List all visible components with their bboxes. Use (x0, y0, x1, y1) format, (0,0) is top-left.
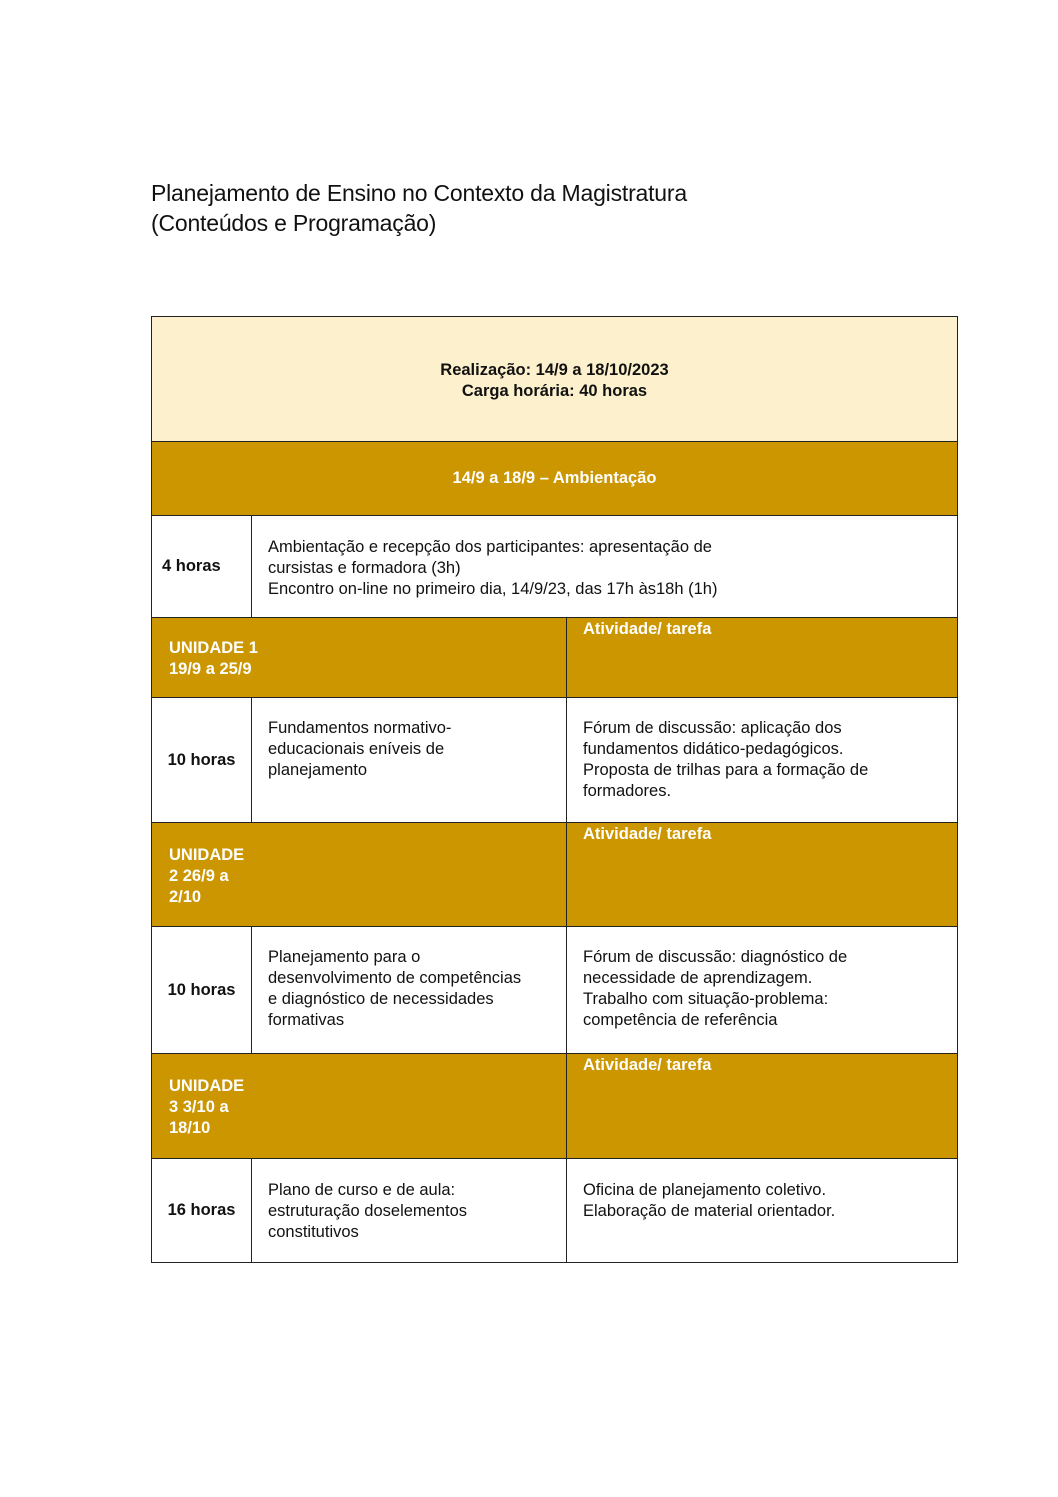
unit-1-activity-line: formadores. (583, 782, 672, 800)
unit-1-activity (567, 698, 958, 823)
realizacao-text: Realização: 14/9 a 18/10/2023 (440, 361, 669, 379)
unit-2-label-line: 2/10 (169, 888, 202, 906)
unit-1-topic-line: planejamento (268, 761, 368, 779)
ambientacao-line-1: Ambientação e recepção dos participantes: apresentação de (268, 538, 712, 556)
unit-1-heading (152, 618, 567, 698)
ambientacao-line-2: cursistas e formadora (3h) (268, 559, 461, 577)
unit-1-activity-heading-text: Atividade/ tarefa (583, 620, 712, 638)
unit-1-hours: 10 horas (152, 698, 252, 823)
unit-1-label-line-1: UNIDADE 1 (169, 639, 258, 657)
unit-1-activity-line: fundamentos didático-pedagógicos. (583, 740, 844, 758)
unit-3-activity-heading (567, 1054, 958, 1159)
ambientacao-hours: 4 horas (152, 516, 252, 618)
unit-2-activity-heading-text: Atividade/ tarefa (583, 825, 712, 843)
course-info-cell (152, 317, 958, 442)
unit-2-activity-line: Fórum de discussão: diagnóstico de (583, 948, 848, 966)
unit-2-label-line: UNIDADE (169, 846, 245, 864)
unit-3-activity-line: Oficina de planejamento coletivo. (583, 1181, 827, 1199)
unit-2-activity-line: competência de referência (583, 1011, 778, 1029)
unit-3-activity (567, 1159, 958, 1263)
unit-3-hours: 16 horas (152, 1159, 252, 1263)
unit-2-activity-heading (567, 823, 958, 927)
unit-3-label-line: 18/10 (169, 1119, 211, 1137)
unit-3-activity-heading-text: Atividade/ tarefa (583, 1056, 712, 1074)
unit-1-topic-line: educacionais eníveis de (268, 740, 445, 758)
unit-2-topic-line: desenvolvimento de competências (268, 969, 522, 987)
unit-2-activity (567, 927, 958, 1054)
unit-3-topic (252, 1159, 567, 1263)
unit-1-activity-line: Proposta de trilhas para a formação de (583, 761, 869, 779)
unit-1-topic-line: Fundamentos normativo- (268, 719, 452, 737)
unit-1-activity-line: Fórum de discussão: aplicação dos (583, 719, 842, 737)
unit-1-label-line-2: 19/9 a 25/9 (169, 660, 252, 678)
unit-2-activity-line: Trabalho com situação-problema: (583, 990, 829, 1008)
unit-1-topic (252, 698, 567, 823)
unit-3-heading (152, 1054, 567, 1159)
unit-2-topic-line: formativas (268, 1011, 345, 1029)
unit-2-topic-line: Planejamento para o (268, 948, 421, 966)
unit-3-topic-line: estruturação doselementos (268, 1202, 468, 1220)
page-title (151, 178, 911, 238)
unit-3-label-line: UNIDADE (169, 1077, 245, 1095)
title-line-2: (Conteúdos e Programação) (151, 210, 437, 236)
unit-3-topic-line: constitutivos (268, 1223, 359, 1241)
title-line-1: Planejamento de Ensino no Contexto da Magistratura (151, 180, 687, 206)
carga-horaria-text: Carga horária: 40 horas (461, 382, 648, 400)
unit-3-label-line: 3 3/10 a (169, 1098, 229, 1116)
unit-3-topic-line: Plano de curso e de aula: (268, 1181, 456, 1199)
unit-1-activity-heading (567, 618, 958, 698)
unit-2-heading (152, 823, 567, 927)
unit-2-topic (252, 927, 567, 1054)
unit-2-hours: 10 horas (152, 927, 252, 1054)
unit-2-activity-line: necessidade de aprendizagem. (583, 969, 813, 987)
unit-2-topic-line: e diagnóstico de necessidades (268, 990, 494, 1008)
program-table (151, 316, 958, 1263)
unit-3-activity-line: Elaboração de material orientador. (583, 1202, 836, 1220)
ambientacao-heading: 14/9 a 18/9 – Ambientação (152, 442, 958, 516)
ambientacao-description (252, 516, 958, 618)
unit-2-label-line: 2 26/9 a (169, 867, 229, 885)
ambientacao-line-3: Encontro on-line no primeiro dia, 14/9/23, das 17h às18h (1h) (268, 580, 718, 598)
